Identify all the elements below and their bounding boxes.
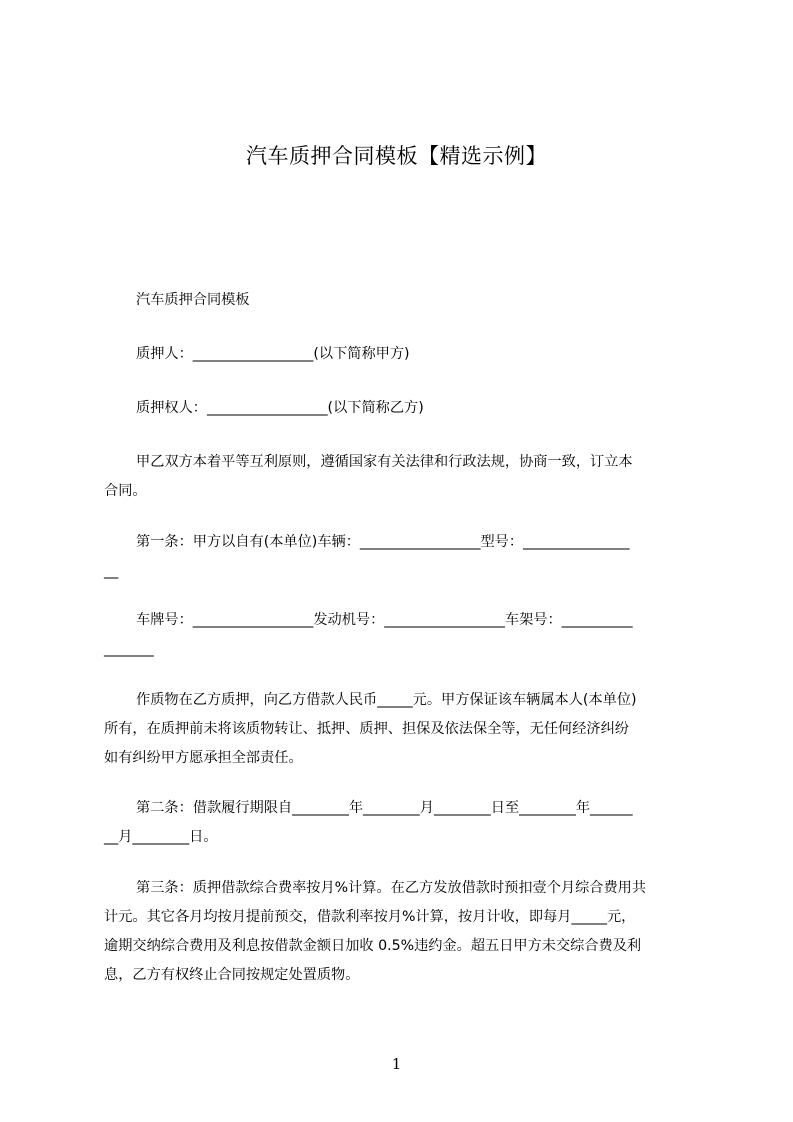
document-title: 汽车质押合同模板【精选示例】 [246, 144, 547, 168]
paragraph-article-2 [104, 794, 704, 852]
article3-line-3: 逾期交纳综合费用及利息按借款金额日加收 0.5%违约金。超五日甲方未交综合费及利 [104, 938, 642, 954]
pledgee-line: 质押权人：_________________(以下简称乙方) [136, 400, 424, 416]
article1-line-1: 第一条：甲方以自有(本单位)车辆：_________________型号：_______________ [136, 534, 630, 550]
collateral-line-1: 作质物在乙方质押，向乙方借款人民币_____元。甲方保证该车辆属本人(本单位) [136, 692, 637, 708]
collateral-line-2: 所有，在质押前未将该质物转让、抵押、质押、担保及依法保全等，无任何经济纠纷 [104, 721, 629, 737]
article3-line-1: 第三条：质押借款综合费率按月%计算。在乙方发放借款时预扣壹个月综合费用共 [136, 880, 647, 896]
collateral-line-3: 如有纠纷甲方愿承担全部责任。 [104, 750, 303, 766]
article2-line-2: __月________日。 [104, 829, 218, 845]
paragraph-collateral [104, 686, 704, 773]
paragraph-pledgor [104, 340, 704, 369]
heading-line: 汽车质押合同模板 [136, 292, 250, 308]
article3-line-2: 计元。其它各月均按月提前预交，借款利率按月%计算，按月计收，即每月_____元， [104, 909, 636, 925]
paragraph-vehicle-ids [104, 606, 704, 664]
paragraph-article-1 [104, 528, 704, 586]
paragraph-heading [104, 286, 704, 315]
paragraph-pledgee [104, 394, 704, 423]
paragraph-intro [104, 448, 704, 506]
vehicle-ids-line-2: _______ [104, 641, 154, 657]
vehicle-ids-line-1: 车牌号：_________________发动机号：_________________车架号：__________ [136, 612, 633, 628]
paragraph-article-3 [104, 874, 704, 990]
page-number: 1 [391, 1055, 402, 1073]
article2-line-1: 第二条：借款履行期限自________年________月________日至________年______ [136, 800, 633, 816]
pledgor-line: 质押人：_________________(以下简称甲方) [136, 346, 410, 362]
article3-line-4: 息，乙方有权终止合同按规定处置质物。 [104, 967, 360, 983]
intro-line-2: 合同。 [104, 483, 147, 499]
article1-line-2: __ [104, 563, 119, 579]
intro-line-1: 甲乙双方本着平等互利原则，遵循国家有关法律和行政法规，协商一致，订立本 [136, 454, 633, 470]
